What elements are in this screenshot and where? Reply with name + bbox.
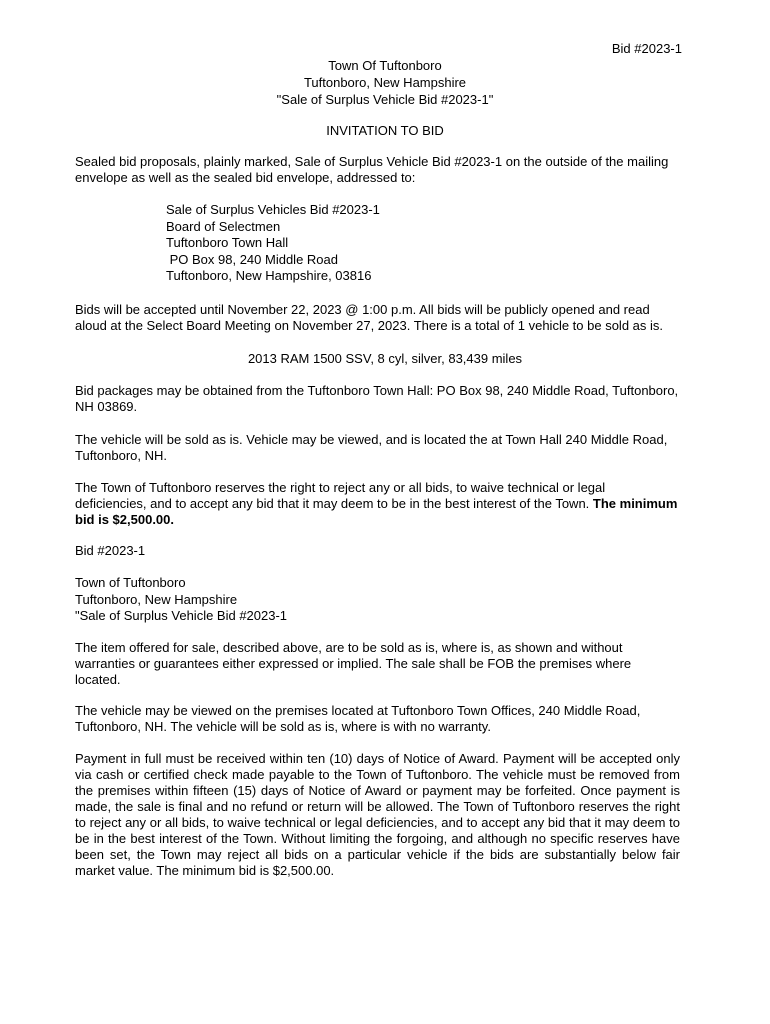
town-location: Tuftonboro, New Hampshire (303, 75, 467, 90)
address-line: Tuftonboro, New Hampshire, 03816 (166, 268, 372, 284)
address-line: Tuftonboro Town Hall (166, 235, 289, 251)
minimum-bid: The minimum bid is $2,500.00. (75, 496, 678, 527)
deadline-paragraph: Bids will be accepted until November 22, 2023 @ 1:00 p.m. All bids will be publicly opened and read aloud at the Select Board Meeting on November 27, 2023. There is a total of 1 vehicle to be sold as is. (75, 302, 664, 333)
reserve-paragraph (75, 480, 680, 528)
as-is-paragraph: The item offered for sale, described above, are to be sold as is, where is, as shown and without warranties or guarantees either expressed or implied. The sale shall be FOB the premises where located. (75, 640, 632, 687)
packages-paragraph: Bid packages may be obtained from the Tuftonboro Town Hall: PO Box 98, 240 Middle Road, Tuftonboro, NH 03869. (75, 383, 679, 414)
second-bid-number: Bid #2023-1 (75, 543, 146, 558)
intro-paragraph: Sealed bid proposals, plainly marked, Sale of Surplus Vehicle Bid #2023-1 on the outside of the mailing envelope as well as the sealed bid envelope, addressed to: (75, 154, 669, 185)
town-name: Town Of Tuftonboro (328, 58, 442, 73)
address-line: PO Box 98, 240 Middle Road (166, 251, 338, 267)
second-town-location: Tuftonboro, New Hampshire (75, 592, 238, 607)
reserve-text: The Town of Tuftonboro reserves the right to reject any or all bids, to waive technical or legal deficiencies, and to accept any bid that it may deem to be in the best interest of the Town. (75, 480, 606, 511)
address-line: Board of Selectmen (166, 218, 281, 234)
mailing-address (166, 202, 380, 285)
second-sale-title: "Sale of Surplus Vehicle Bid #2023-1 (75, 608, 288, 623)
viewing-paragraph: The vehicle will be sold as is. Vehicle may be viewed, and is located the at Town Hall 240 Middle Road, Tuftonboro, NH. (75, 432, 668, 463)
payment-paragraph: Payment in full must be received within ten (10) days of Notice of Award. Payment will be accepted only via cash or certified check made payable to the Town of Tuftonboro. The vehicle must be removed from the premises within fifteen (15) days of Notice of Award or payment may be forfeited. Once payment is made, the sale is final and no refund or return will be allowed. The Town of Tuftonboro reserves the right to reject any or all bids, to waive technical or legal deficiencies, and to accept any bid that it may deem to be in the best interest of the Town. Without limiting the forgoing, and although no specific reserves have been set, the Town may reject all bids on a particular vehicle if the bids are substantially below fair market value. The minimum bid is $2,500.00. (75, 751, 680, 878)
invitation-heading: INVITATION TO BID (326, 123, 444, 138)
premises-paragraph: The vehicle may be viewed on the premises located at Tuftonboro Town Offices, 240 Middle Road, Tuftonboro, NH. The vehicle will be sold as is, where is with no warranty. (75, 703, 641, 734)
address-line: Sale of Surplus Vehicles Bid #2023-1 (166, 202, 380, 217)
sale-title: "Sale of Surplus Vehicle Bid #2023-1" (276, 92, 494, 107)
second-town-name: Town of Tuftonboro (75, 575, 186, 590)
vehicle-description: 2013 RAM 1500 SSV, 8 cyl, silver, 83,439 miles (247, 351, 523, 366)
bid-number: Bid #2023-1 (611, 41, 682, 56)
